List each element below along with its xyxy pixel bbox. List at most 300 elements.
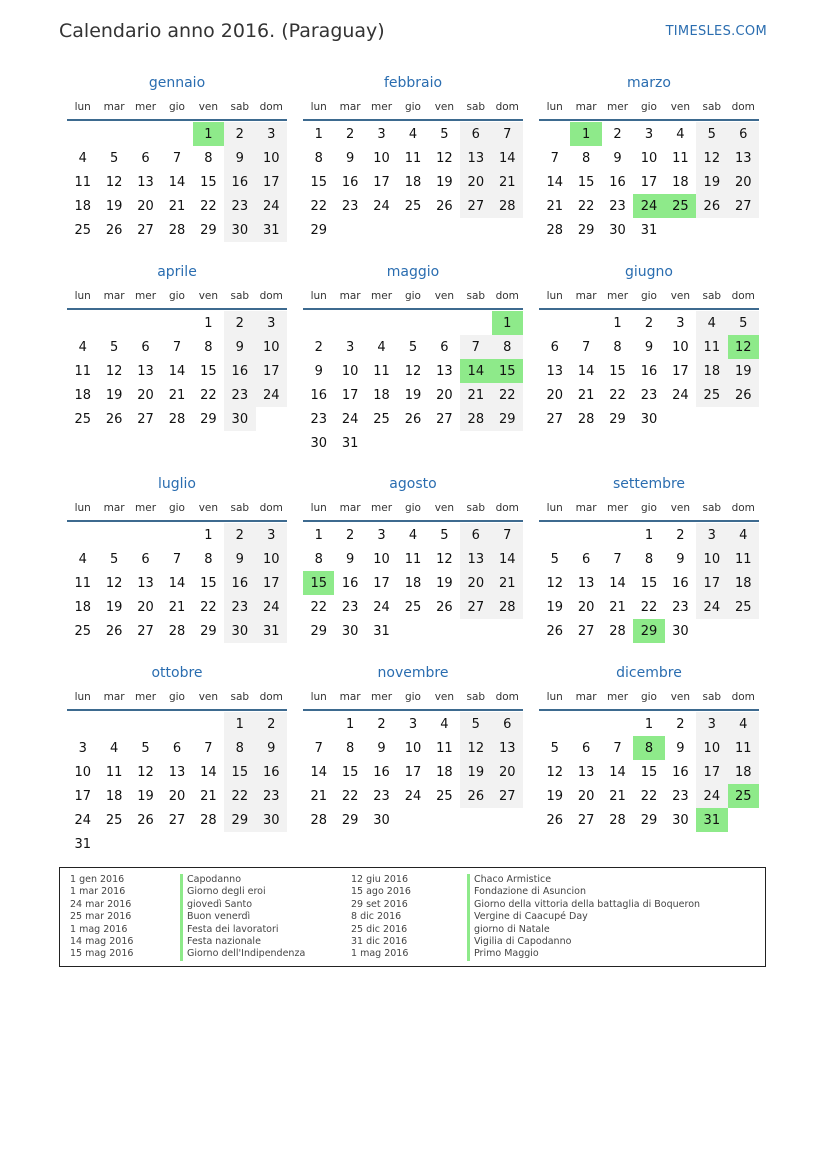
weekday-label: mer: [607, 502, 629, 514]
day-cell: 27: [546, 411, 563, 427]
legend-holiday-name: Chaco Armistice: [467, 874, 700, 886]
day-grid: [539, 712, 759, 832]
day-cell: 19: [105, 387, 123, 403]
month-title: febbraio: [383, 75, 443, 91]
day-cell: 8: [613, 339, 622, 355]
weekday-label: mer: [371, 691, 393, 703]
day-cell: 15: [640, 575, 658, 591]
empty-cell: [161, 523, 192, 547]
day-cell: 31: [373, 623, 390, 639]
weekday-label: gio: [168, 691, 185, 703]
day-cell: 14: [310, 764, 327, 780]
day-cell: 30: [256, 808, 287, 832]
day-cell: 24: [341, 411, 359, 427]
day-cell: 7: [613, 551, 622, 567]
weekday-label: ven: [434, 502, 455, 514]
day-cell: 26: [105, 411, 123, 427]
day-cell: 21: [492, 571, 523, 595]
day-cell: 7: [460, 335, 491, 359]
day-cell: 27: [492, 784, 523, 808]
day-cell: 17: [341, 387, 359, 403]
weekday-header: [67, 284, 287, 308]
day-grid: [67, 122, 287, 242]
legend-holiday-name: giorno di Natale: [467, 924, 700, 936]
day-cell: 9: [224, 146, 255, 170]
day-cell: 2: [676, 527, 685, 543]
weekday-label: mer: [135, 502, 157, 514]
day-cell: 19: [404, 387, 422, 403]
legend-holiday-name: Vigilia di Capodanno: [467, 936, 700, 948]
day-cell: 13: [546, 363, 563, 379]
day-cell: 23: [224, 595, 255, 619]
day-cell: 23: [640, 387, 658, 403]
day-cell: 10: [696, 547, 727, 571]
legend-holiday-name: Vergine di Caacupé Day: [467, 911, 700, 923]
day-cell: 20: [460, 170, 491, 194]
weekday-label: mar: [103, 691, 125, 703]
day-cell: 8: [204, 551, 213, 567]
holiday-day-cell: 12: [728, 335, 759, 359]
day-cell: 22: [341, 788, 359, 804]
empty-cell: [539, 523, 570, 547]
day-cell: 14: [492, 547, 523, 571]
weekday-label: sab: [230, 691, 250, 703]
day-cell: 11: [74, 363, 91, 379]
day-cell: 7: [550, 150, 559, 166]
day-cell: 27: [577, 623, 595, 639]
day-cell: 23: [672, 599, 689, 615]
day-cell: 6: [581, 740, 591, 756]
day-cell: 28: [609, 812, 626, 828]
day-cell: 13: [460, 146, 491, 170]
page-title: Calendario anno 2016. (Paraguay): [59, 20, 385, 42]
month-title: ottobre: [151, 665, 203, 681]
empty-cell: [98, 712, 129, 736]
day-cell: 24: [696, 784, 727, 808]
day-cell: 11: [436, 740, 453, 756]
day-cell: 10: [341, 363, 359, 379]
month-marzo: [539, 73, 759, 242]
empty-cell: [67, 523, 98, 547]
weekday-label: gio: [404, 502, 421, 514]
weekday-label: gio: [640, 502, 657, 514]
day-cell: 5: [696, 122, 727, 146]
day-cell: 18: [436, 764, 453, 780]
day-cell: 27: [577, 812, 595, 828]
header-divider: [67, 520, 287, 522]
day-cell: 19: [460, 760, 491, 784]
day-cell: 3: [256, 523, 287, 547]
day-cell: 26: [696, 194, 727, 218]
day-cell: 28: [460, 407, 491, 431]
day-cell: 18: [728, 760, 759, 784]
day-cell: 9: [345, 150, 355, 166]
empty-cell: [397, 311, 428, 335]
day-cell: 14: [168, 174, 186, 190]
day-cell: 18: [404, 174, 422, 190]
legend-date: 25 dic 2016: [351, 923, 408, 935]
empty-cell: [67, 712, 98, 736]
day-cell: 23: [256, 784, 287, 808]
day-cell: 1: [345, 716, 355, 732]
weekday-label: mer: [135, 691, 157, 703]
day-cell: 6: [728, 122, 759, 146]
day-cell: 15: [200, 575, 217, 591]
weekday-label: dom: [259, 691, 283, 703]
holiday-legend: [59, 867, 766, 967]
empty-cell: [539, 122, 570, 146]
day-cell: 26: [105, 623, 123, 639]
day-cell: 26: [436, 599, 453, 615]
day-cell: 8: [581, 150, 591, 166]
empty-cell: [366, 311, 397, 335]
day-cell: 12: [436, 150, 453, 166]
legend-dates-left: [70, 874, 133, 961]
day-cell: 22: [640, 599, 658, 615]
day-cell: 10: [256, 547, 287, 571]
weekday-label: gio: [168, 502, 185, 514]
legend-holiday-name: giovedì Santo: [180, 899, 305, 911]
weekday-label: lun: [310, 691, 327, 703]
day-cell: 18: [696, 359, 727, 383]
day-cell: 11: [74, 174, 91, 190]
day-cell: 26: [137, 812, 154, 828]
weekday-label: sab: [466, 691, 486, 703]
day-cell: 19: [105, 599, 123, 615]
day-cell: 2: [613, 126, 622, 142]
weekday-label: lun: [546, 502, 563, 514]
day-cell: 9: [224, 547, 255, 571]
weekday-label: ven: [198, 691, 219, 703]
day-cell: 3: [377, 126, 386, 142]
weekday-label: lun: [310, 290, 327, 302]
day-cell: 28: [168, 623, 186, 639]
weekday-label: dom: [495, 290, 519, 302]
weekday-label: lun: [546, 290, 563, 302]
day-cell: 5: [550, 551, 559, 567]
day-cell: 6: [440, 339, 449, 355]
day-cell: 23: [310, 411, 327, 427]
day-cell: 6: [492, 712, 523, 736]
weekday-header: [67, 95, 287, 119]
day-cell: 14: [492, 146, 523, 170]
day-cell: 18: [105, 788, 123, 804]
month-dicembre: [539, 663, 759, 832]
day-cell: 23: [672, 788, 689, 804]
day-cell: 28: [546, 222, 563, 238]
legend-holiday-name: Giorno della vittoria della battaglia di Boqueron: [467, 899, 700, 911]
day-cell: 4: [728, 712, 759, 736]
day-cell: 11: [696, 335, 727, 359]
day-cell: 22: [640, 788, 658, 804]
day-cell: 15: [577, 174, 595, 190]
day-grid: [303, 523, 523, 643]
legend-date: 31 dic 2016: [351, 935, 408, 947]
weekday-label: lun: [74, 290, 91, 302]
day-cell: 17: [256, 170, 287, 194]
header-divider: [67, 308, 287, 310]
empty-cell: [98, 523, 129, 547]
header-divider: [67, 709, 287, 711]
day-cell: 4: [696, 311, 727, 335]
weekday-label: gio: [404, 290, 421, 302]
day-cell: 21: [168, 599, 186, 615]
weekday-label: gio: [640, 101, 657, 113]
legend-holiday-name: Giorno dell'Indipendenza: [180, 948, 305, 960]
day-cell: 22: [200, 599, 217, 615]
day-cell: 10: [373, 150, 390, 166]
day-cell: 26: [546, 623, 563, 639]
weekday-label: gio: [640, 290, 657, 302]
day-cell: 13: [436, 363, 453, 379]
weekday-label: mer: [607, 290, 629, 302]
day-cell: 29: [341, 812, 359, 828]
day-cell: 5: [408, 339, 418, 355]
day-cell: 12: [105, 363, 123, 379]
day-cell: 30: [672, 812, 689, 828]
day-cell: 29: [200, 411, 217, 427]
day-cell: 14: [168, 363, 186, 379]
header-divider: [303, 119, 523, 121]
day-cell: 20: [728, 170, 759, 194]
day-cell: 2: [224, 523, 255, 547]
header-divider: [303, 520, 523, 522]
day-cell: 9: [676, 740, 685, 756]
day-cell: 12: [460, 736, 491, 760]
day-cell: 18: [74, 387, 91, 403]
empty-cell: [193, 712, 224, 736]
empty-cell: [539, 712, 570, 736]
day-cell: 11: [404, 551, 422, 567]
day-cell: 5: [440, 527, 449, 543]
day-cell: 8: [314, 150, 323, 166]
day-cell: 29: [200, 623, 217, 639]
month-title: settembre: [612, 476, 686, 492]
day-cell: 9: [613, 150, 622, 166]
weekday-label: dom: [259, 101, 283, 113]
weekday-label: dom: [495, 101, 519, 113]
day-cell: 8: [492, 335, 523, 359]
weekday-label: mar: [103, 502, 125, 514]
month-ottobre: [67, 663, 287, 856]
day-cell: 5: [728, 311, 759, 335]
month-title: maggio: [386, 264, 440, 280]
header-divider: [539, 308, 759, 310]
legend-date: 8 dic 2016: [351, 911, 402, 923]
day-cell: 1: [204, 527, 213, 543]
month-title: agosto: [389, 476, 437, 492]
day-cell: 21: [546, 198, 563, 214]
weekday-label: mar: [103, 101, 125, 113]
month-giugno: [539, 262, 759, 431]
day-cell: 15: [640, 764, 658, 780]
day-cell: 8: [644, 551, 654, 567]
day-cell: 12: [696, 146, 727, 170]
weekday-label: sab: [702, 502, 722, 514]
day-cell: 1: [644, 716, 654, 732]
weekday-label: sab: [230, 290, 250, 302]
day-cell: 16: [640, 363, 658, 379]
day-cell: 16: [373, 764, 390, 780]
day-cell: 9: [314, 363, 323, 379]
weekday-label: dom: [495, 502, 519, 514]
day-cell: 16: [256, 760, 287, 784]
holiday-day-cell: 1: [193, 122, 224, 146]
empty-cell: [161, 712, 192, 736]
day-grid: [67, 712, 287, 856]
day-cell: 18: [728, 571, 759, 595]
weekday-label: sab: [702, 101, 722, 113]
day-cell: 24: [256, 383, 287, 407]
weekday-label: sab: [466, 101, 486, 113]
day-cell: 29: [492, 407, 523, 431]
day-cell: 4: [109, 740, 119, 756]
empty-cell: [570, 523, 601, 547]
header-divider: [303, 308, 523, 310]
day-cell: 20: [492, 760, 523, 784]
weekday-label: mar: [575, 101, 597, 113]
day-cell: 11: [728, 736, 759, 760]
day-cell: 16: [672, 575, 689, 591]
day-grid: [539, 311, 759, 431]
month-title: marzo: [627, 75, 671, 91]
empty-cell: [303, 311, 334, 335]
day-cell: 7: [314, 740, 323, 756]
day-cell: 7: [172, 150, 182, 166]
day-cell: 10: [256, 146, 287, 170]
day-cell: 13: [137, 174, 154, 190]
legend-holiday-name: Buon venerdì: [180, 911, 305, 923]
day-cell: 23: [224, 194, 255, 218]
day-cell: 14: [577, 363, 595, 379]
day-cell: 4: [78, 551, 87, 567]
day-cell: 27: [460, 194, 491, 218]
day-cell: 28: [200, 812, 217, 828]
weekday-label: mar: [339, 502, 361, 514]
day-cell: 4: [408, 126, 418, 142]
day-cell: 28: [168, 411, 186, 427]
day-cell: 10: [74, 764, 91, 780]
weekday-label: mar: [575, 502, 597, 514]
day-cell: 7: [172, 551, 182, 567]
day-cell: 1: [644, 527, 654, 543]
month-title: dicembre: [616, 665, 682, 681]
month-aprile: [67, 262, 287, 431]
day-cell: 27: [168, 812, 186, 828]
day-cell: 25: [373, 411, 390, 427]
holiday-day-cell: 8: [633, 736, 664, 760]
legend-date: 1 mag 2016: [351, 948, 409, 960]
day-cell: 9: [224, 335, 255, 359]
holiday-day-cell: 15: [492, 359, 523, 383]
day-cell: 15: [609, 363, 626, 379]
day-cell: 21: [609, 788, 626, 804]
day-cell: 2: [224, 311, 255, 335]
day-cell: 19: [105, 198, 123, 214]
weekday-label: ven: [434, 691, 455, 703]
month-title: giugno: [625, 264, 673, 280]
weekday-header: [67, 685, 287, 709]
empty-cell: [539, 311, 570, 335]
weekday-label: dom: [731, 502, 755, 514]
month-agosto: [303, 474, 523, 643]
day-cell: 13: [728, 146, 759, 170]
day-cell: 24: [672, 387, 689, 403]
weekday-label: mar: [103, 290, 125, 302]
day-cell: 15: [200, 363, 217, 379]
day-cell: 20: [137, 387, 154, 403]
day-cell: 14: [609, 764, 626, 780]
brand-link[interactable]: TIMESLES.COM: [665, 24, 767, 39]
day-cell: 25: [404, 198, 422, 214]
day-cell: 5: [109, 551, 119, 567]
day-cell: 11: [404, 150, 422, 166]
day-cell: 3: [696, 523, 727, 547]
day-cell: 23: [341, 198, 359, 214]
header-divider: [539, 520, 759, 522]
legend-date: 15 mag 2016: [70, 948, 134, 960]
weekday-label: mar: [575, 290, 597, 302]
day-cell: 7: [492, 523, 523, 547]
day-cell: 19: [696, 170, 727, 194]
day-cell: 30: [373, 812, 390, 828]
weekday-label: dom: [259, 290, 283, 302]
day-cell: 10: [672, 339, 689, 355]
day-cell: 24: [256, 595, 287, 619]
weekday-label: sab: [702, 691, 722, 703]
day-cell: 19: [546, 788, 563, 804]
day-grid: [539, 523, 759, 643]
day-cell: 25: [74, 222, 91, 238]
day-cell: 24: [74, 812, 91, 828]
day-cell: 30: [310, 435, 327, 451]
day-cell: 23: [609, 198, 626, 214]
day-cell: 29: [609, 411, 626, 427]
day-cell: 30: [672, 623, 689, 639]
month-gennaio: [67, 73, 287, 242]
holiday-day-cell: 31: [696, 808, 727, 832]
weekday-label: lun: [546, 101, 563, 113]
day-cell: 6: [141, 150, 150, 166]
day-cell: 1: [314, 126, 323, 142]
day-grid: [303, 712, 523, 832]
legend-holiday-name: Festa nazionale: [180, 936, 305, 948]
day-cell: 6: [172, 740, 182, 756]
day-cell: 13: [577, 575, 595, 591]
day-cell: 12: [137, 764, 154, 780]
day-cell: 7: [172, 339, 182, 355]
day-cell: 30: [224, 218, 255, 242]
legend-date: 1 mag 2016: [70, 923, 128, 935]
day-cell: 16: [672, 764, 689, 780]
day-cell: 25: [696, 383, 727, 407]
legend-names-right: [467, 874, 700, 961]
day-cell: 24: [256, 194, 287, 218]
day-cell: 31: [341, 435, 359, 451]
day-cell: 28: [310, 812, 327, 828]
day-cell: 29: [200, 222, 217, 238]
empty-cell: [67, 311, 98, 335]
day-cell: 10: [373, 551, 390, 567]
day-cell: 20: [137, 198, 154, 214]
weekday-label: dom: [731, 691, 755, 703]
day-cell: 19: [436, 575, 453, 591]
day-cell: 20: [460, 571, 491, 595]
day-cell: 13: [137, 575, 154, 591]
weekday-header: [539, 284, 759, 308]
day-cell: 21: [492, 170, 523, 194]
holiday-day-cell: 1: [570, 122, 601, 146]
